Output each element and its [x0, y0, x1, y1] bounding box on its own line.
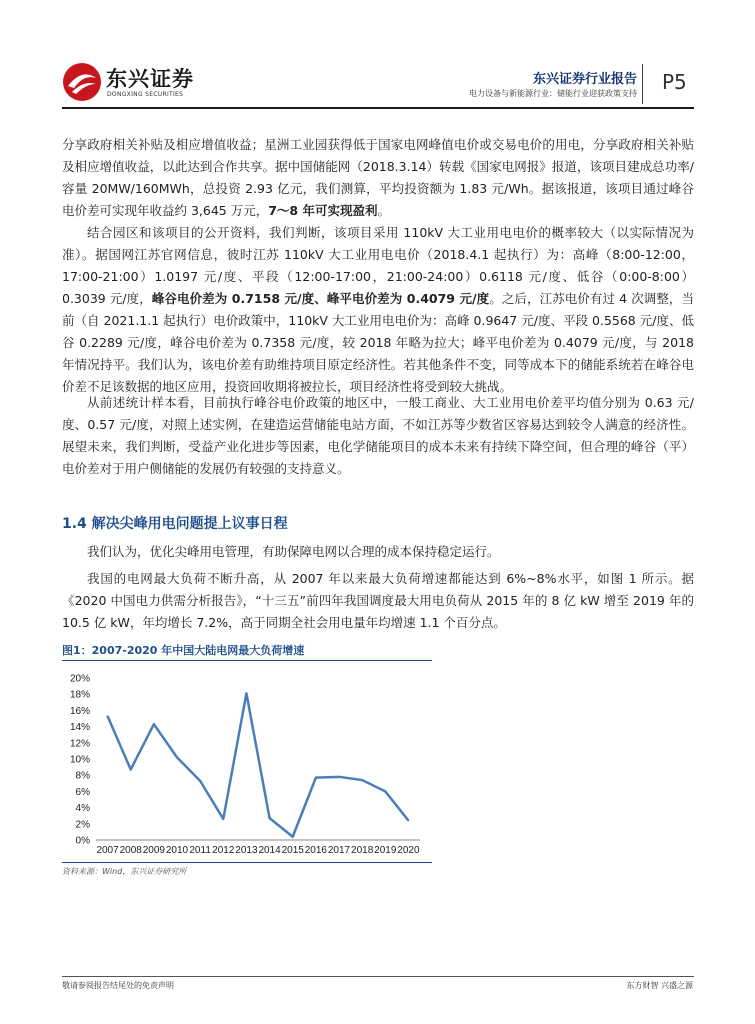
data-point — [246, 693, 248, 695]
data-point — [107, 715, 109, 717]
section-title: 1.4 解决尖峰用电问题提上议事日程 — [62, 516, 288, 532]
x-tick-label: 2007 — [96, 845, 119, 856]
x-tick-label: 2020 — [397, 845, 420, 856]
data-point — [315, 777, 317, 779]
y-tick-label: 6% — [75, 786, 90, 798]
header-divider — [642, 64, 643, 104]
y-tick-label: 4% — [75, 803, 90, 815]
x-tick-label: 2016 — [304, 845, 327, 856]
x-tick-label: 2008 — [119, 845, 142, 856]
series-line — [108, 693, 409, 836]
data-point — [199, 780, 201, 782]
paragraph-1-end: 。 — [377, 203, 390, 218]
data-point — [153, 723, 155, 725]
paragraph-6: 我国的电网最大负荷不断升高，从 2007 年以来最大负荷增速都能达到 6%~8%水平，如图 1 所示。据《2020 中国电力供需分析报告》，“十三五”前四年我国调度最大用电负荷从 2015 年的 8 亿 kW 增至 2019 年的 10.5 亿 kW，年均增长 7.2%，高于同期全社会用电量年均增速 1.1 个百分点。 — [62, 571, 694, 630]
data-point — [384, 791, 386, 793]
y-tick-label: 14% — [69, 722, 90, 734]
y-tick-label: 2% — [75, 819, 90, 831]
paragraph-2-text-a: 结合园区和该项目的公开资料，我们判断，该项目采用 110kV 大工业用电电价的概率较大（以实际情况为准）。据国网江苏官网信息，彼时江苏 110kV 大工业用电电价（2018.4.1 起执行）为：高峰（8:00-12:00，17:00-21:00）1.0197 元/度、平段（12:00-17:00，21:00-24:00）0.6118 元/度、低谷（0:00-8:00）0.3039 元/度， — [62, 225, 694, 306]
figure-top-rule — [62, 660, 432, 661]
logo-text-en: DONGXING SECURITIES — [107, 91, 184, 98]
footer-disclaimer: 敬请参阅报告结尾处的免责声明 — [62, 981, 174, 990]
y-tick-label: 8% — [75, 770, 90, 782]
header-rule — [62, 107, 694, 109]
y-tick-label: 20% — [69, 673, 90, 685]
data-point — [338, 776, 340, 778]
x-tick-label: 2019 — [374, 845, 397, 856]
report-subtitle: 电力设备与新能源行业：储能行业迎获政策支持 — [469, 89, 637, 98]
x-tick-label: 2013 — [235, 845, 258, 856]
data-point — [222, 818, 224, 820]
line-chart — [62, 662, 432, 860]
x-tick-label: 2018 — [351, 845, 374, 856]
x-tick-label: 2009 — [142, 845, 165, 856]
footer-rule — [62, 976, 694, 977]
x-tick-label: 2012 — [212, 845, 235, 856]
data-point — [292, 836, 294, 838]
report-title: 东兴证券行业报告 — [532, 72, 637, 87]
y-tick-label: 18% — [69, 689, 90, 701]
figure-bottom-rule — [62, 862, 432, 863]
paragraph-3: 从前述统计样本看，目前执行峰谷电价政策的地区中，一般工商业、大工业用电价差平均值分别为 0.63 元/度、0.57 元/度，对照上述实例，在建造运营储能电站方面，不如江苏等少数省区容易达到较令人满意的经济性。展望未来，我们判断，受益产业化进步等因素，电化学储能项目的成本未来有持续下降空间，但合理的峰谷（平）电价差对于用户侧储能的发展仍有较强的支持意义。 — [62, 395, 694, 476]
paragraph-2-text-b: 。之后，江苏电价有过 4 次调整，当前（自 2021.1.1 起执行）电价政策中，110kV 大工业用电电价为：高峰 0.9647 元/度、平段 0.5568 元/度、低谷 0.2289 元/度，峰谷电价差为 0.7358 元/度，较 2018 年略为拉大；峰平电价差为 0.4079 元/度，与 2018 年情况持平。我们认为，该电价差有助维持项目原定经济性。若其他条件不变，同等成本下的储能系统若在峰谷电价差不足该数据的地区应用，投资回收期将被拉长，项目经济性将受到较大挑战。 — [62, 291, 694, 394]
paragraph-5: 我们认为，优化尖峰用电管理，有助保障电网以合理的成本保持稳定运行。 — [87, 544, 500, 559]
x-tick-label: 2010 — [165, 845, 189, 856]
data-point — [269, 817, 271, 819]
y-tick-label: 10% — [69, 754, 90, 766]
paragraph-1-highlight: 7～8 年可实现盈利 — [268, 203, 378, 218]
footer-slogan: 东方财智 兴盛之源 — [626, 981, 693, 990]
company-logo — [62, 60, 227, 106]
x-tick-label: 2011 — [189, 845, 211, 856]
paragraph-2-highlight: 峰谷电价差为 0.7158 元/度、峰平电价差为 0.4079 元/度 — [151, 291, 490, 306]
paragraph-2 — [62, 222, 694, 398]
paragraph-1 — [62, 134, 694, 222]
data-point — [361, 779, 363, 781]
x-tick-label: 2017 — [327, 845, 351, 856]
figure-title: 图1：2007-2020 年中国大陆电网最大负荷增速 — [62, 644, 305, 657]
paragraph-1-text: 分享政府相关补贴及相应增值收益；星洲工业园获得低于国家电网峰值电价或交易电价的用电，分享政府相关补贴及相应增值收益，以此达到合作共享。据中国储能网（2018.3.14）转载《国家电网报》报道，该项目建成总功率/容量 20MW/160MWh，总投资 2.93 亿元，我们测算，平均投资额为 1.83 元/Wh。据该报道，该项目通过峰谷电价差可实现年收益约 3,645 万元， — [62, 137, 694, 218]
data-point — [176, 757, 178, 759]
y-tick-label: 16% — [69, 705, 90, 717]
data-point — [130, 769, 132, 771]
logo-mark-icon — [62, 62, 102, 102]
y-tick-label: 12% — [69, 738, 90, 750]
x-tick-label: 2014 — [258, 845, 281, 856]
data-point — [408, 820, 410, 822]
logo-text-cn: 东兴证券 — [106, 67, 194, 91]
y-tick-label: 0% — [75, 835, 90, 847]
figure-source: 资料来源：Wind，东兴证券研究所 — [62, 867, 187, 876]
page-number: P5 — [662, 70, 687, 94]
x-tick-label: 2015 — [281, 845, 304, 856]
